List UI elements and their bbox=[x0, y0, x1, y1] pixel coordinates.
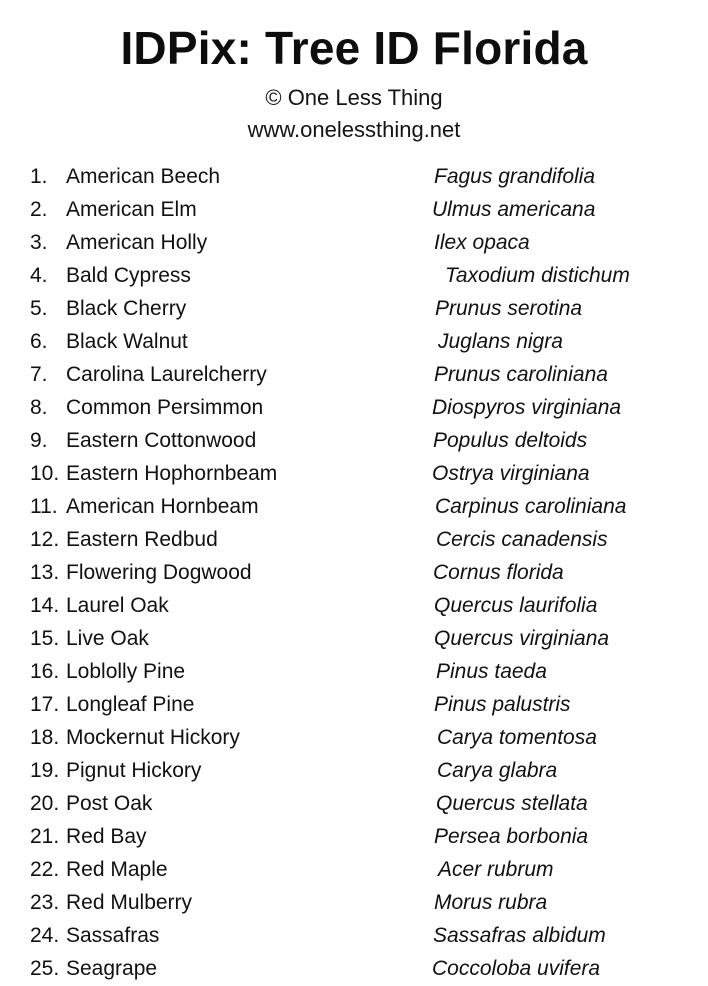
item-number: 15. bbox=[30, 627, 60, 650]
common-name: Red Mulberry bbox=[66, 891, 193, 914]
website-url: www.onelessthing.net bbox=[247, 117, 461, 142]
common-name: Red Maple bbox=[66, 858, 168, 881]
item-number: 8. bbox=[30, 396, 48, 419]
common-name: Pignut Hickory bbox=[66, 759, 202, 782]
scientific-name: Pinus taeda bbox=[436, 660, 547, 683]
item-number: 3. bbox=[30, 231, 48, 254]
common-name: Laurel Oak bbox=[66, 594, 169, 617]
item-number: 11. bbox=[30, 495, 58, 518]
item-number: 24. bbox=[30, 924, 60, 947]
item-number: 12. bbox=[30, 528, 60, 551]
scientific-name: Carya tomentosa bbox=[437, 726, 597, 749]
scientific-name: Ostrya virginiana bbox=[432, 462, 590, 485]
tree-list-item bbox=[0, 325, 708, 358]
tree-list-item bbox=[0, 820, 708, 853]
tree-list-item bbox=[0, 721, 708, 754]
tree-list-item bbox=[0, 754, 708, 787]
item-number: 17. bbox=[30, 693, 60, 716]
tree-list-item bbox=[0, 391, 708, 424]
scientific-name: Coccoloba uvifera bbox=[432, 957, 601, 980]
tree-list-item bbox=[0, 853, 708, 886]
scientific-name: Prunus serotina bbox=[435, 297, 583, 320]
scientific-name: Cornus florida bbox=[433, 561, 564, 584]
tree-list-item bbox=[0, 952, 708, 985]
scientific-name: Cercis canadensis bbox=[436, 528, 608, 551]
scientific-name: Prunus caroliniana bbox=[434, 363, 608, 386]
tree-list-item bbox=[0, 193, 708, 226]
item-number: 10. bbox=[30, 462, 60, 485]
tree-list-item bbox=[0, 457, 708, 490]
scientific-name: Taxodium distichum bbox=[445, 264, 630, 287]
common-name: Seagrape bbox=[66, 957, 158, 980]
common-name: Red Bay bbox=[66, 825, 147, 848]
scientific-name: Ulmus americana bbox=[432, 198, 596, 221]
tree-list-item bbox=[0, 556, 708, 589]
item-number: 7. bbox=[30, 363, 48, 386]
common-name: Bald Cypress bbox=[66, 264, 191, 287]
common-name: Sassafras bbox=[66, 924, 160, 947]
scientific-name: Pinus palustris bbox=[434, 693, 571, 716]
tree-list-item bbox=[0, 490, 708, 523]
scientific-name: Quercus virginiana bbox=[434, 627, 610, 650]
item-number: 13. bbox=[30, 561, 60, 584]
tree-list-item bbox=[0, 160, 708, 193]
item-number: 2. bbox=[30, 198, 48, 221]
tree-list-item bbox=[0, 226, 708, 259]
item-number: 21. bbox=[30, 825, 60, 848]
tree-list-item bbox=[0, 589, 708, 622]
common-name: American Beech bbox=[66, 165, 221, 188]
item-number: 16. bbox=[30, 660, 60, 683]
common-name: Carolina Laurelcherry bbox=[66, 363, 267, 386]
tree-list-item bbox=[0, 358, 708, 391]
item-number: 9. bbox=[30, 429, 48, 452]
tree-list-item bbox=[0, 259, 708, 292]
item-number: 20. bbox=[30, 792, 60, 815]
scientific-name: Carya glabra bbox=[437, 759, 558, 782]
common-name: Black Walnut bbox=[66, 330, 188, 353]
tree-list bbox=[0, 160, 708, 985]
tree-list-item bbox=[0, 292, 708, 325]
scientific-name: Diospyros virginiana bbox=[432, 396, 622, 419]
tree-list-item bbox=[0, 424, 708, 457]
scientific-name: Morus rubra bbox=[434, 891, 548, 914]
item-number: 18. bbox=[30, 726, 60, 749]
common-name: American Holly bbox=[66, 231, 208, 254]
common-name: Longleaf Pine bbox=[66, 693, 195, 716]
copyright-line: © One Less Thing bbox=[265, 85, 443, 110]
item-number: 4. bbox=[30, 264, 48, 287]
common-name: Eastern Cottonwood bbox=[66, 429, 257, 452]
tree-list-item bbox=[0, 688, 708, 721]
item-number: 1. bbox=[30, 165, 48, 188]
scientific-name: Ilex opaca bbox=[434, 231, 530, 254]
common-name: American Hornbeam bbox=[66, 495, 259, 518]
scientific-name: Populus deltoids bbox=[433, 429, 588, 452]
common-name: Loblolly Pine bbox=[66, 660, 186, 683]
item-number: 14. bbox=[30, 594, 60, 617]
common-name: Live Oak bbox=[66, 627, 149, 650]
scientific-name: Sassafras albidum bbox=[433, 924, 606, 947]
tree-list-item bbox=[0, 523, 708, 556]
tree-list-item bbox=[0, 655, 708, 688]
common-name: Eastern Hophornbeam bbox=[66, 462, 278, 485]
scientific-name: Quercus laurifolia bbox=[434, 594, 598, 617]
item-number: 6. bbox=[30, 330, 48, 353]
scientific-name: Fagus grandifolia bbox=[434, 165, 596, 188]
common-name: Post Oak bbox=[66, 792, 153, 815]
common-name: Mockernut Hickory bbox=[66, 726, 240, 749]
common-name: Eastern Redbud bbox=[66, 528, 218, 551]
item-number: 5. bbox=[30, 297, 48, 320]
page-title: IDPix: Tree ID Florida bbox=[120, 22, 588, 74]
item-number: 25. bbox=[30, 957, 60, 980]
scientific-name: Juglans nigra bbox=[438, 330, 563, 353]
tree-list-item bbox=[0, 919, 708, 952]
tree-list-item bbox=[0, 622, 708, 655]
item-number: 22. bbox=[30, 858, 60, 881]
scientific-name: Carpinus caroliniana bbox=[435, 495, 627, 518]
common-name: Common Persimmon bbox=[66, 396, 264, 419]
common-name: American Elm bbox=[66, 198, 197, 221]
scientific-name: Acer rubrum bbox=[438, 858, 554, 881]
scientific-name: Quercus stellata bbox=[436, 792, 588, 815]
common-name: Flowering Dogwood bbox=[66, 561, 252, 584]
tree-list-item bbox=[0, 787, 708, 820]
scientific-name: Persea borbonia bbox=[434, 825, 589, 848]
item-number: 23. bbox=[30, 891, 60, 914]
item-number: 19. bbox=[30, 759, 60, 782]
tree-list-item bbox=[0, 886, 708, 919]
common-name: Black Cherry bbox=[66, 297, 187, 320]
